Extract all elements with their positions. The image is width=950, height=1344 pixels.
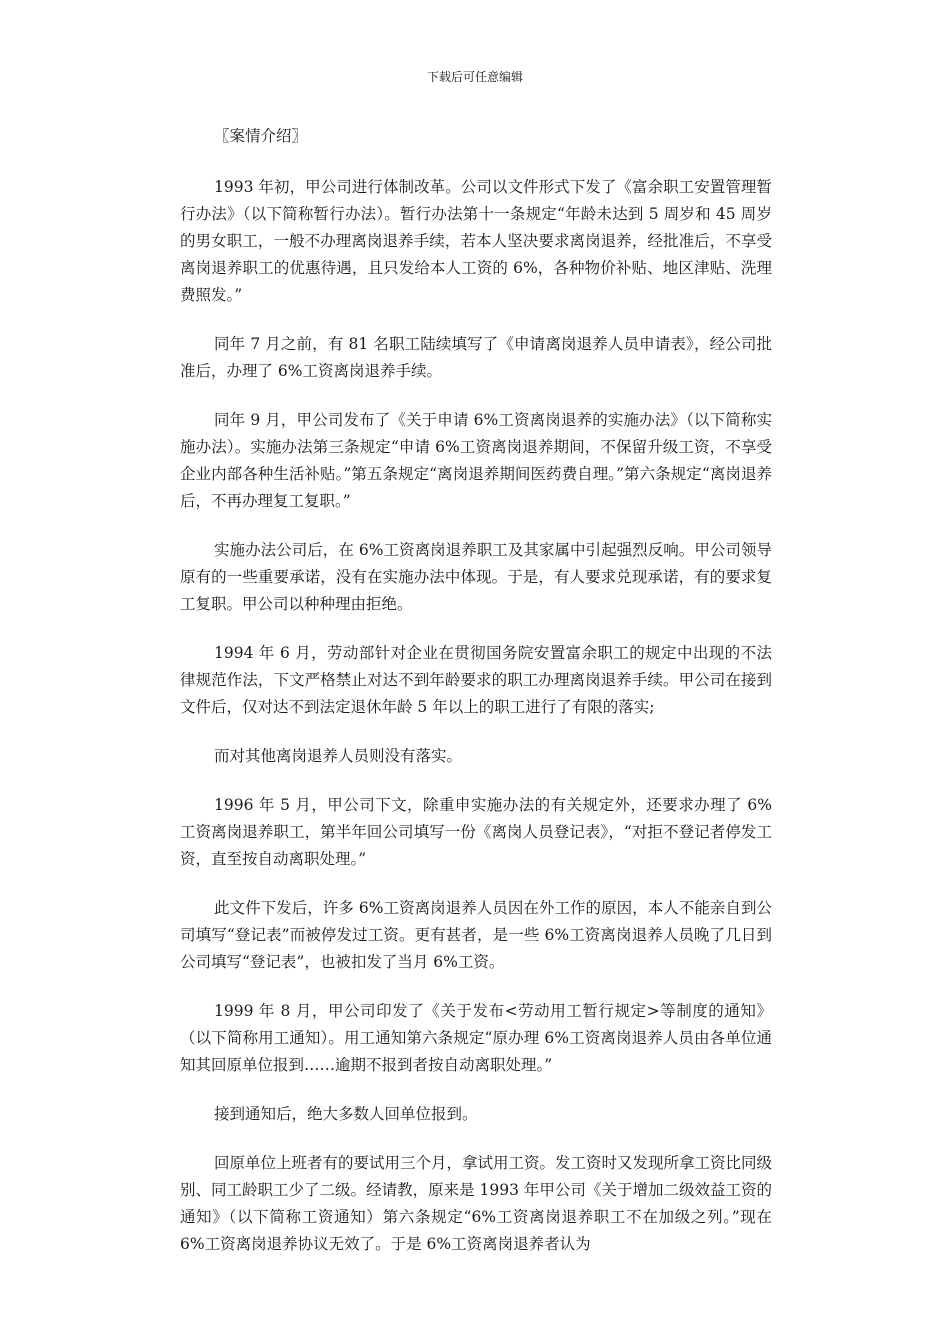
paragraph: 1994 年 6 月，劳动部针对企业在贯彻国务院安置富余职工的规定中出现的不法律规范作法，下文严格禁止对达不到年龄要求的职工办理离岗退养手续。甲公司在接到文件后，仅对达不到法定退休年龄 5 年以上的职工进行了有限的落实;	[180, 644, 772, 716]
paragraph: 1999 年 8 月，甲公司印发了《关于发布<劳动用工暂行规定>等制度的通知》（以下简称用工通知）。用工通知第六条规定“原办理 6%工资离岗退养人员由各单位通知其回原单位报到……逾期不报到者按自动离职处理。”	[180, 1002, 772, 1074]
paragraph: 而对其他离岗退养人员则没有落实。	[214, 747, 463, 765]
paragraph: 同年 9 月，甲公司发布了《关于申请 6%工资离岗退养的实施办法》（以下简称实施办法）。实施办法第三条规定“申请 6%工资离岗退养期间，不保留升级工资，不享受企业内部各种生活补贴。”第五条规定“离岗退养期间医药费自理。”第六条规定“离岗退养后，不再办理复工复职。”	[180, 411, 772, 510]
paragraph: 1993 年初，甲公司进行体制改革。公司以文件形式下发了《富余职工安置管理暂行办法》（以下简称暂行办法）。暂行办法第十一条规定“年龄未达到 5 周岁和 45 周岁的男女职工，一般不办理离岗退养手续，若本人坚决要求离岗退养，经批准后，不享受离岗退养职工的优惠待遇，且只发给本人工资的 6%，各种物价补贴、地区津贴、洗理费照发。”	[180, 178, 772, 304]
page-header: 下载后可任意编辑	[426, 70, 523, 84]
paragraph: 实施办法公司后，在 6%工资离岗退养职工及其家属中引起强烈反响。甲公司领导原有的一些重要承诺，没有在实施办法中体现。于是，有人要求兑现承诺，有的要求复工复职。甲公司以种种理由拒绝。	[180, 541, 772, 613]
paragraph: 回原单位上班者有的要试用三个月，拿试用工资。发工资时又发现所拿工资比同级别、同工龄职工少了二级。经请教，原来是 1993 年甲公司《关于增加二级效益工资的通知》（以下简称工资通知）第六条规定“6%工资离岗退养职工不在加级之列。”现在 6%工资离岗退养协议无效了。于是 6%工资离岗退养者认为	[180, 1154, 773, 1253]
paragraph: 此文件下发后，许多 6%工资离岗退养人员因在外工作的原因，本人不能亲自到公司填写“登记表”而被停发过工资。更有甚者，是一些 6%工资离岗退养人员晚了几日到公司填写“登记表”，也被扣发了当月 6%工资。	[180, 899, 772, 971]
paragraph: 1996 年 5 月，甲公司下文，除重申实施办法的有关规定外，还要求办理了 6%工资离岗退养职工，第半年回公司填写一份《离岗人员登记表》，“对拒不登记者停发工资，直至按自动离职处理。”	[180, 796, 772, 868]
paragraph: 接到通知后，绝大多数人回单位报到。	[214, 1105, 478, 1123]
document-body	[180, 123, 772, 1280]
paragraph: 同年 7 月之前，有 81 名职工陆续填写了《申请离岗退养人员申请表》，经公司批准后，办理了 6%工资离岗退养手续。	[180, 335, 772, 380]
section-heading: 〖案情介绍〗	[214, 127, 308, 145]
